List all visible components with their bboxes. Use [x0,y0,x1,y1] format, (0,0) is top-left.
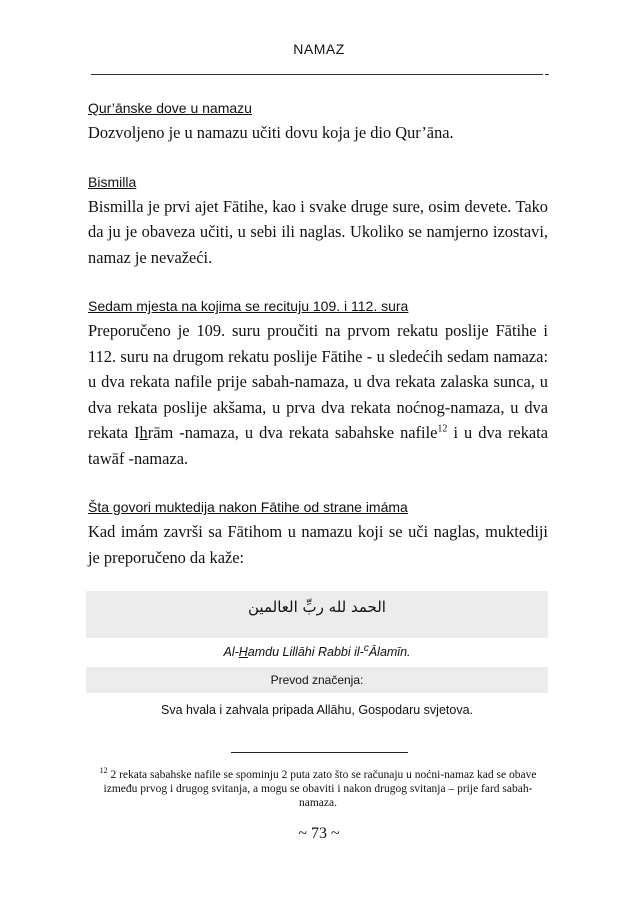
quote-translation: Sva hvala i zahvala pripada Allāhu, Gospodaru svjetova. [86,693,548,729]
quote-table [86,591,548,729]
quote-translation-label: Prevod značenja: [86,667,548,693]
footnote [88,768,548,810]
footnote-text: 2 rekata sabahske nafile se spominju 2 puta zato što se računaju u noćni-namaz kad se obave između prvog i drugog svitanja, a mogu se obaviti i nakon drugog svitanja – prije fard sabah-namaza. [103,769,537,809]
footnote-ref: 12 [437,423,448,435]
section-text-quranic-duas: Dozvoljeno je u namazu učiti dovu koja je dio Qur’āna. [88,123,454,142]
section-heading-muktedija: Šta govori muktedija nakon Fātihe od strane imáma [88,499,408,515]
quote-spacer [86,628,548,638]
page-number: ~ 73 ~ [298,825,340,842]
section-text-bismilla: Bismilla je prvi ajet Fātihe, kao i svake druge sure, osim devete. Tako da ju je obaveza učiti, u sebi ili naglas. Ukoliko se namjerno izostavi, namaz je nevažeći. [88,196,548,267]
quote-transliteration: Al-Hamdu Lillāhi Rabbi il-$^c$Ālamīn. [86,638,548,667]
section-heading-bismilla: Bismilla [88,173,137,190]
section-heading-quranic-duas: Qur’ānske dove u namazu [88,100,252,116]
page-body [88,98,548,570]
section-heading-seven-places: Sedam mjesta na kojima se recituju 109. i 112. sura [88,298,409,314]
section-text-seven-places: Preporučeno je 109. suru proučiti na prvom rekatu poslije Fātihe i 112. suru na drugom rekatu poslije Fātihe - u sledećih sedam namaza: u dva rekata nafile prije sabah-namaza, u dva rekata zalaska sunca, u dva rekata poslije akšama, u prva dva rekata noćnog-namaza, u dva rekata Ihrām -namaza, u dva rekata sabahske nafile$^{12}$ i u dva rekata tawāf -namaza. [88,321,548,468]
section-text-muktedija: Kad imám završi sa Fātihom u namazu koji se uči naglas, muktediji je preporučeno da kaže: [88,522,548,567]
quote-arabic: الحمد لله ربِّ العالمين [86,591,548,628]
header-divider [91,74,543,75]
footnote-divider [231,752,408,753]
page-header: NAMAZ [293,41,345,57]
footnote-number: 12 [99,766,108,776]
